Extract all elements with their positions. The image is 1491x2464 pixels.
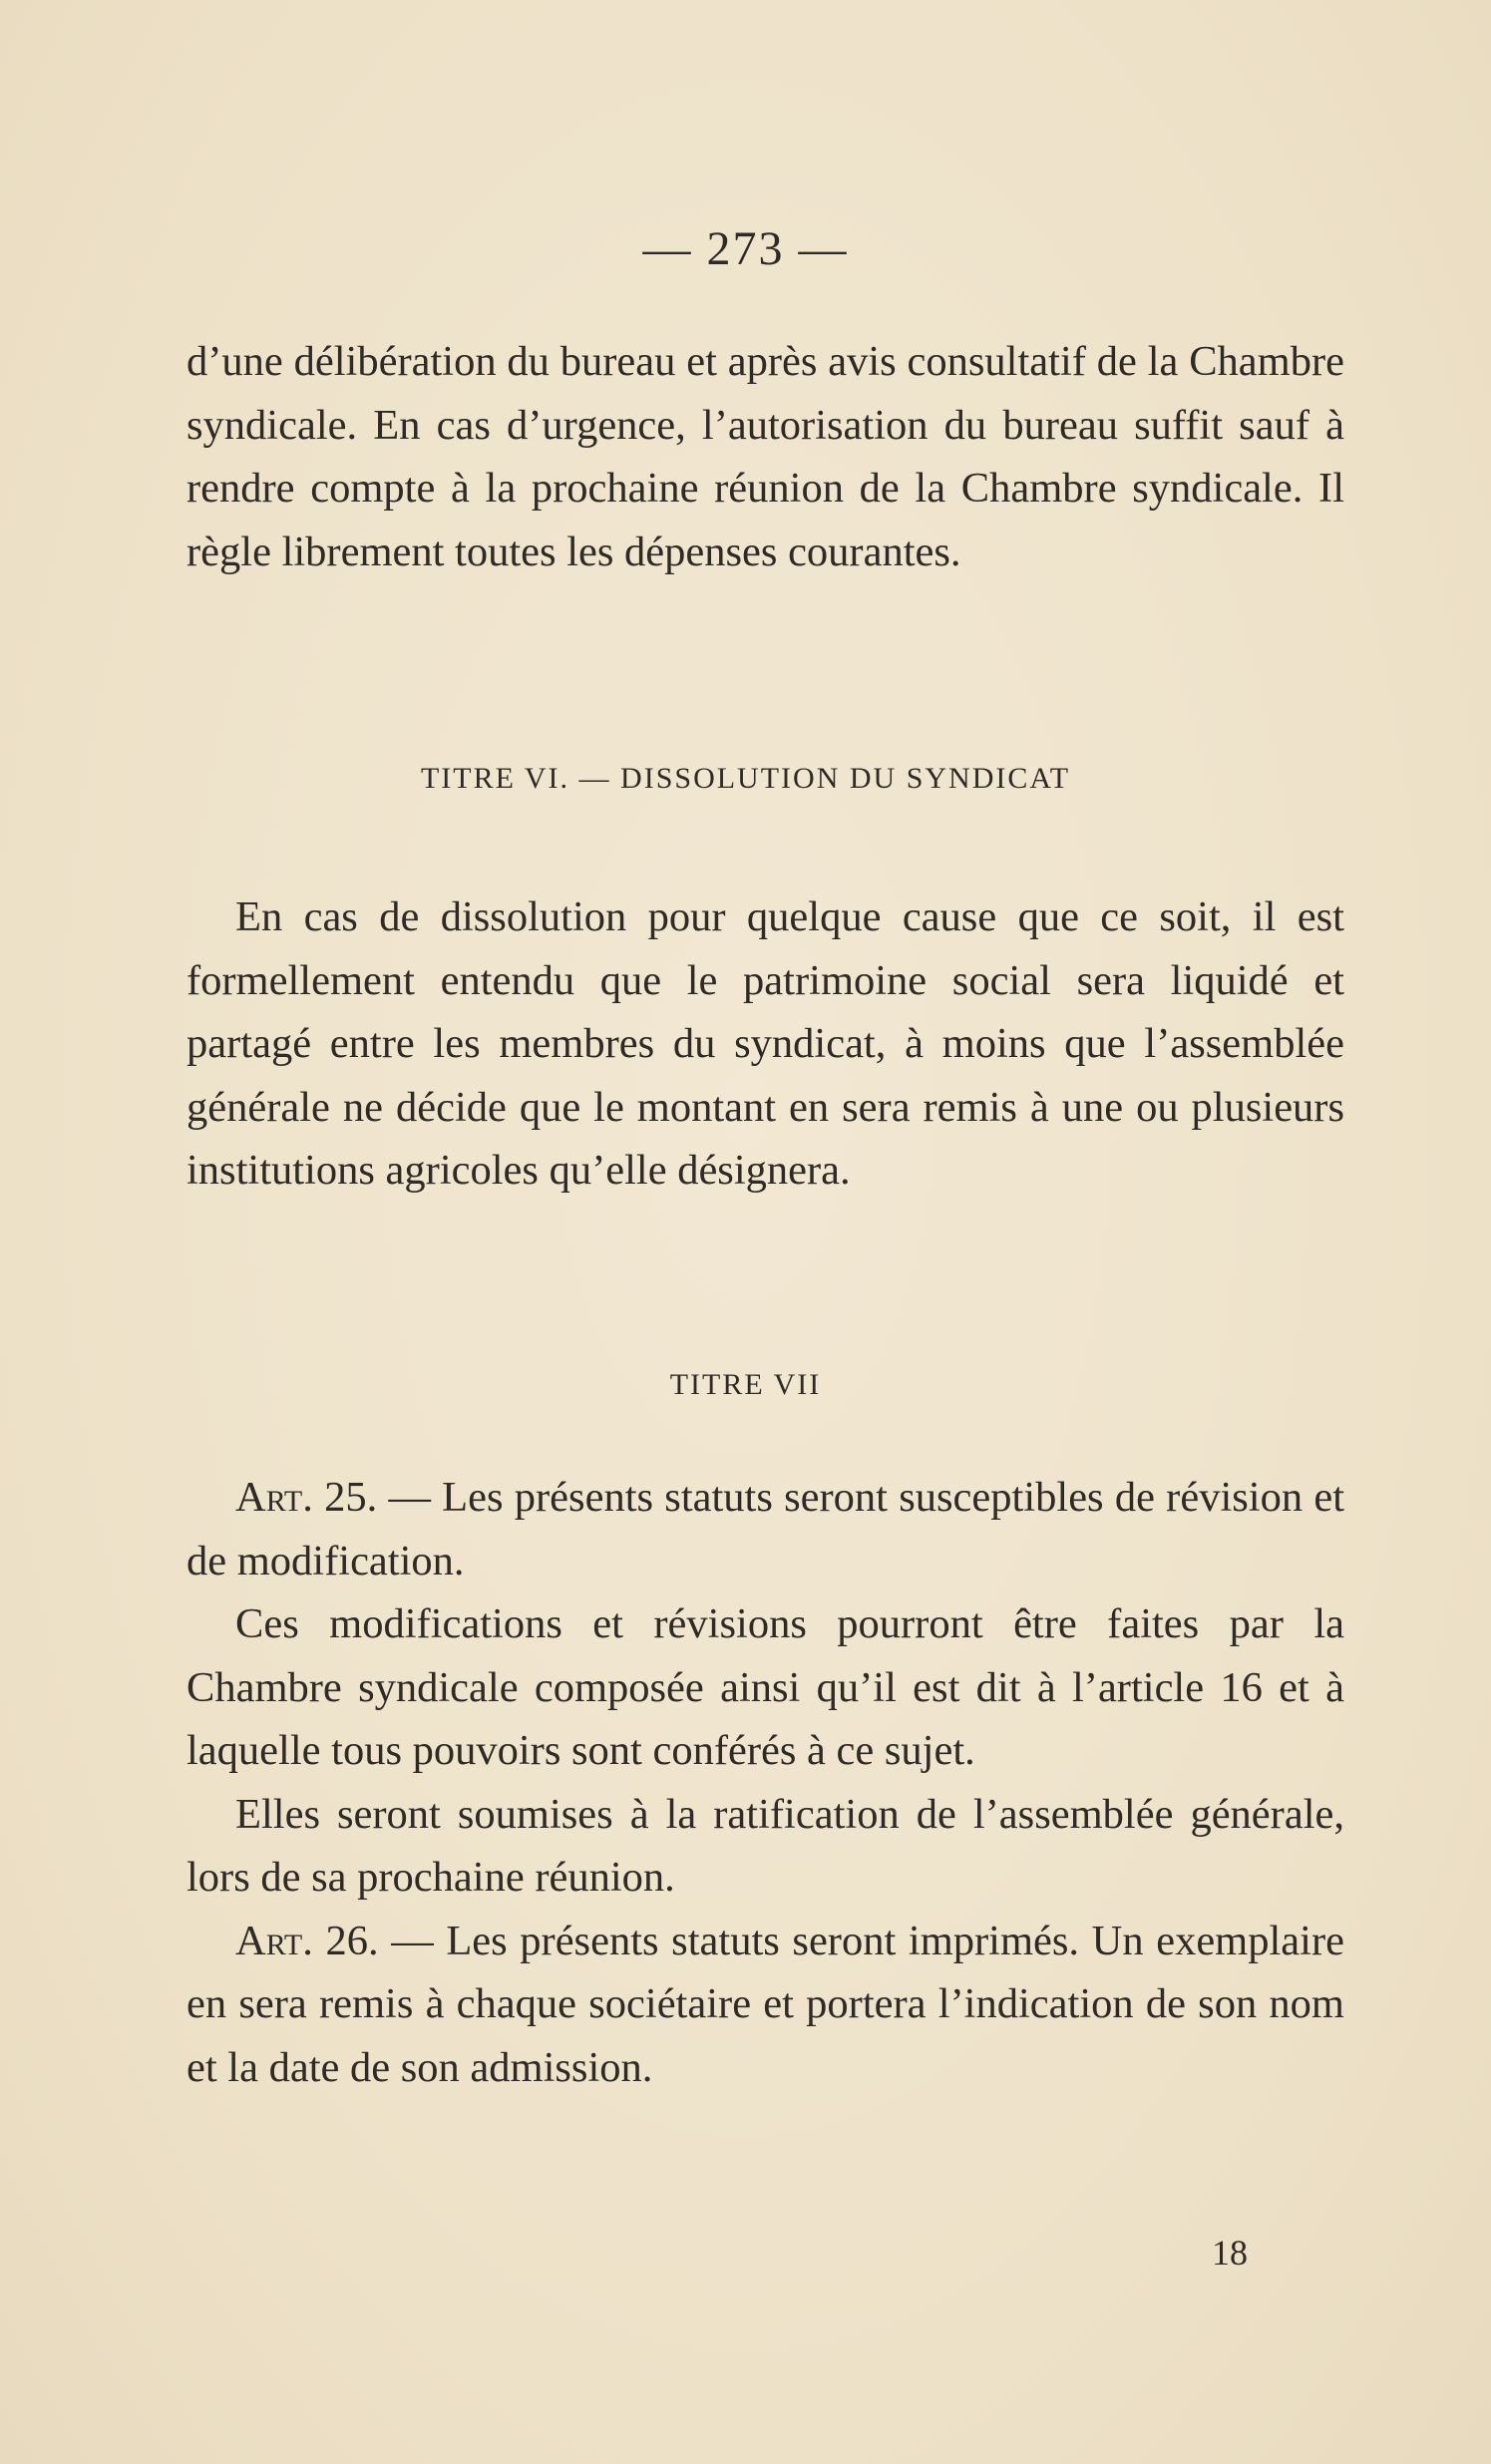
article-25-label: Art. 25. xyxy=(235,1474,378,1521)
article-25-text: — Les présents statuts seront susceptibles de révision et de modification. xyxy=(186,1474,1344,1584)
paragraph-dissolution: En cas de dissolution pour quelque cause que ce soit, il est formellement entendu que le patrimoine social sera liquidé et partagé entre les membres du syndicat, à moins que l’assemblée générale ne décide que le montant en sera remis à une ou plusieurs institutions agricoles qu’elle désignera. xyxy=(186,893,1344,1194)
page-number: — 273 — xyxy=(642,222,849,275)
text-section-1 xyxy=(186,330,1344,583)
paragraph-ratification: Elles seront soumises à la ratification de l’assemblée générale, lors de sa prochaine réunion. xyxy=(186,1790,1344,1901)
paragraph-article-26 xyxy=(186,1910,1344,2100)
heading-titre-vii: TITRE VII xyxy=(669,1368,822,1401)
article-26-text: — Les présents statuts seront imprimés. Un exemplaire en sera remis à chaque sociétaire et portera l’indication de son nom et la date de son admission. xyxy=(186,1917,1344,2091)
paragraph-modifications: Ces modifications et révisions pourront être faites par la Chambre syndicale composée ainsi qu’il est dit à l’article 16 et à laquelle tous pouvoirs sont conférés à ce sujet. xyxy=(186,1600,1344,1774)
paragraph-continued: d’une délibération du bureau et après avis consultatif de la Chambre syndicale. En cas d’urgence, l’autorisation du bureau suffit sauf à rendre compte à la prochaine réunion de la Chambre syndicale. Il règle librement toutes les dépenses courantes. xyxy=(186,338,1344,575)
article-26-label: Art. 26. xyxy=(235,1917,379,1964)
paragraph-article-25 xyxy=(186,1466,1344,1592)
printer-signature-mark: 18 xyxy=(1212,2233,1248,2273)
text-section-2 xyxy=(186,885,1344,1203)
text-section-3 xyxy=(186,1466,1344,2099)
heading-titre-vi: TITRE VI. — DISSOLUTION DU SYNDICAT xyxy=(420,762,1071,795)
